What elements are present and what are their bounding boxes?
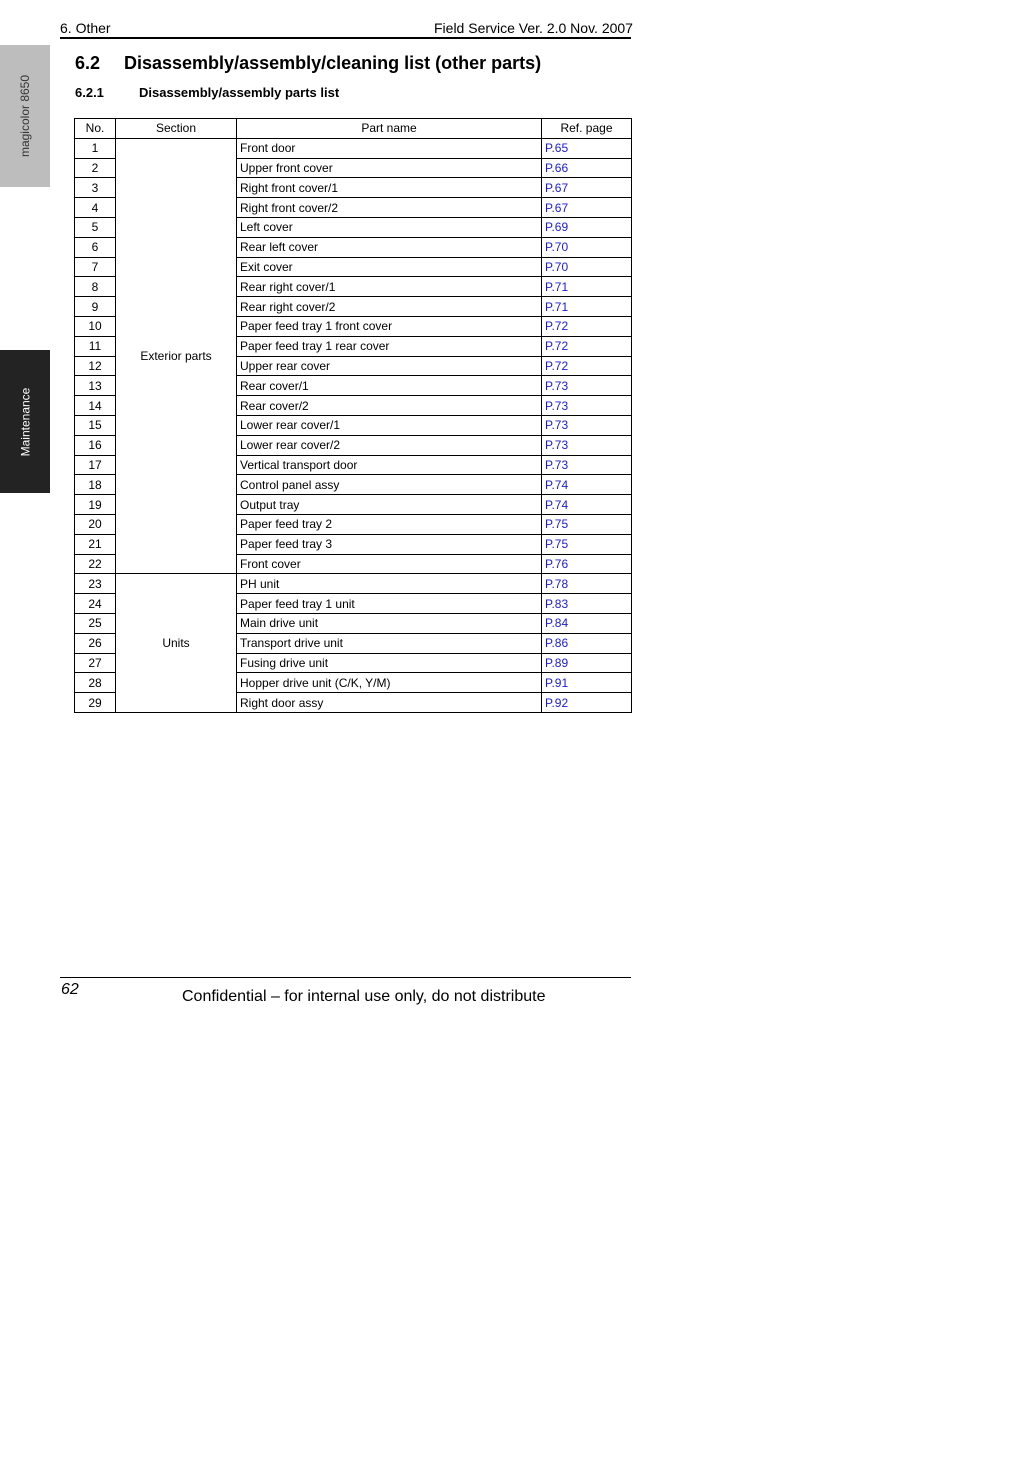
ref-page-cell (542, 594, 632, 614)
page-number: 62 (61, 981, 79, 998)
part-name-cell: Right front cover/2 (237, 198, 542, 218)
ref-page-cell (542, 653, 632, 673)
part-name-cell: Vertical transport door (237, 455, 542, 475)
ref-page-cell (542, 693, 632, 713)
ref-page-link[interactable]: P.74 (545, 497, 569, 512)
ref-page-link[interactable]: P.70 (545, 259, 569, 274)
ref-page-link[interactable]: P.74 (545, 477, 569, 492)
row-number: 20 (75, 514, 116, 534)
ref-page-link[interactable]: P.67 (545, 200, 569, 215)
ref-page-link[interactable]: P.72 (545, 358, 569, 373)
column-header-part-name: Part name (237, 119, 542, 139)
part-name-cell: Front cover (237, 554, 542, 574)
confidential-notice: Confidential – for internal use only, do not distribute (182, 988, 546, 1005)
row-number: 16 (75, 435, 116, 455)
ref-page-link[interactable]: P.71 (545, 299, 569, 314)
row-number: 28 (75, 673, 116, 693)
ref-page-cell (542, 277, 632, 297)
row-number: 27 (75, 653, 116, 673)
ref-page-link[interactable]: P.65 (545, 141, 569, 156)
part-name-cell: Lower rear cover/1 (237, 415, 542, 435)
footer-rule (60, 977, 631, 978)
ref-page-cell (542, 178, 632, 198)
row-number: 10 (75, 316, 116, 336)
ref-page-cell (542, 217, 632, 237)
part-name-cell: Hopper drive unit (C/K, Y/M) (237, 673, 542, 693)
ref-page-cell (542, 574, 632, 594)
row-number: 2 (75, 158, 116, 178)
part-name-cell: Rear cover/2 (237, 396, 542, 416)
part-name-cell: Paper feed tray 1 front cover (237, 316, 542, 336)
ref-page-link[interactable]: P.69 (545, 220, 569, 235)
header-version: Field Service Ver. 2.0 Nov. 2007 (434, 20, 633, 36)
row-number: 14 (75, 396, 116, 416)
ref-page-cell (542, 198, 632, 218)
row-number: 22 (75, 554, 116, 574)
row-number: 21 (75, 534, 116, 554)
column-header-section: Section (116, 119, 237, 139)
row-number: 6 (75, 237, 116, 257)
ref-page-cell (542, 554, 632, 574)
column-header-no: No. (75, 119, 116, 139)
part-name-cell: Right door assy (237, 693, 542, 713)
ref-page-cell (542, 336, 632, 356)
section-cell: Units (116, 574, 237, 713)
ref-page-link[interactable]: P.75 (545, 537, 569, 552)
table-row (75, 574, 632, 594)
side-tab-maintenance (0, 350, 50, 493)
ref-page-cell (542, 316, 632, 336)
row-number: 29 (75, 693, 116, 713)
row-number: 5 (75, 217, 116, 237)
ref-page-cell (542, 396, 632, 416)
side-tab-maintenance-label: Maintenance (18, 387, 32, 456)
ref-page-link[interactable]: P.70 (545, 240, 569, 255)
row-number: 9 (75, 297, 116, 317)
ref-page-link[interactable]: P.67 (545, 180, 569, 195)
ref-page-link[interactable]: P.92 (545, 695, 569, 710)
section-number: 6.2 (75, 53, 101, 73)
ref-page-link[interactable]: P.73 (545, 457, 569, 472)
ref-page-cell (542, 435, 632, 455)
part-name-cell: Paper feed tray 1 unit (237, 594, 542, 614)
header-chapter: 6. Other (60, 20, 111, 36)
ref-page-link[interactable]: P.75 (545, 517, 569, 532)
ref-page-cell (542, 237, 632, 257)
table-row (75, 138, 632, 158)
ref-page-cell (542, 633, 632, 653)
row-number: 4 (75, 198, 116, 218)
ref-page-cell (542, 495, 632, 515)
row-number: 7 (75, 257, 116, 277)
ref-page-cell (542, 138, 632, 158)
part-name-cell: PH unit (237, 574, 542, 594)
part-name-cell: Upper front cover (237, 158, 542, 178)
row-number: 18 (75, 475, 116, 495)
ref-page-link[interactable]: P.76 (545, 556, 569, 571)
section-title: Disassembly/assembly/cleaning list (other parts) (124, 53, 542, 73)
parts-table-body (75, 138, 632, 712)
row-number: 13 (75, 376, 116, 396)
row-number: 8 (75, 277, 116, 297)
ref-page-cell (542, 514, 632, 534)
ref-page-link[interactable]: P.66 (545, 160, 569, 175)
ref-page-link[interactable]: P.73 (545, 438, 569, 453)
ref-page-cell (542, 534, 632, 554)
ref-page-cell (542, 673, 632, 693)
row-number: 23 (75, 574, 116, 594)
ref-page-link[interactable]: P.89 (545, 655, 569, 670)
row-number: 19 (75, 495, 116, 515)
ref-page-cell (542, 158, 632, 178)
row-number: 11 (75, 336, 116, 356)
parts-table (74, 118, 632, 713)
row-number: 25 (75, 613, 116, 633)
part-name-cell: Paper feed tray 2 (237, 514, 542, 534)
part-name-cell: Paper feed tray 1 rear cover (237, 336, 542, 356)
section-cell: Exterior parts (116, 138, 237, 574)
part-name-cell: Output tray (237, 495, 542, 515)
ref-page-cell (542, 613, 632, 633)
ref-page-cell (542, 475, 632, 495)
ref-page-link[interactable]: P.83 (545, 596, 569, 611)
part-name-cell: Lower rear cover/2 (237, 435, 542, 455)
ref-page-cell (542, 356, 632, 376)
subsection-number: 6.2.1 (75, 85, 104, 100)
ref-page-cell (542, 257, 632, 277)
ref-page-link[interactable]: P.73 (545, 378, 569, 393)
row-number: 15 (75, 415, 116, 435)
part-name-cell: Rear left cover (237, 237, 542, 257)
ref-page-link[interactable]: P.73 (545, 418, 569, 433)
header-rule (60, 37, 631, 39)
part-name-cell: Upper rear cover (237, 356, 542, 376)
column-header-ref-page: Ref. page (542, 119, 632, 139)
part-name-cell: Paper feed tray 3 (237, 534, 542, 554)
part-name-cell: Control panel assy (237, 475, 542, 495)
section-heading (75, 53, 541, 74)
row-number: 12 (75, 356, 116, 376)
part-name-cell: Rear right cover/2 (237, 297, 542, 317)
ref-page-cell (542, 297, 632, 317)
part-name-cell: Fusing drive unit (237, 653, 542, 673)
part-name-cell: Right front cover/1 (237, 178, 542, 198)
ref-page-link[interactable]: P.73 (545, 398, 569, 413)
part-name-cell: Rear cover/1 (237, 376, 542, 396)
part-name-cell: Main drive unit (237, 613, 542, 633)
subsection-title: Disassembly/assembly parts list (139, 85, 340, 100)
side-tab-model (0, 45, 50, 187)
subsection-heading (75, 85, 339, 100)
ref-page-link[interactable]: P.72 (545, 339, 569, 354)
ref-page-link[interactable]: P.86 (545, 636, 569, 651)
row-number: 1 (75, 138, 116, 158)
part-name-cell: Rear right cover/1 (237, 277, 542, 297)
ref-page-link[interactable]: P.72 (545, 319, 569, 334)
part-name-cell: Front door (237, 138, 542, 158)
table-header-row (75, 119, 632, 139)
ref-page-link[interactable]: P.91 (545, 675, 569, 690)
row-number: 24 (75, 594, 116, 614)
row-number: 26 (75, 633, 116, 653)
row-number: 17 (75, 455, 116, 475)
ref-page-cell (542, 376, 632, 396)
ref-page-link[interactable]: P.78 (545, 576, 569, 591)
part-name-cell: Left cover (237, 217, 542, 237)
part-name-cell: Transport drive unit (237, 633, 542, 653)
ref-page-link[interactable]: P.84 (545, 616, 569, 631)
ref-page-cell (542, 415, 632, 435)
row-number: 3 (75, 178, 116, 198)
ref-page-cell (542, 455, 632, 475)
part-name-cell: Exit cover (237, 257, 542, 277)
side-tab-model-label: magicolor 8650 (18, 74, 32, 158)
ref-page-link[interactable]: P.71 (545, 279, 569, 294)
